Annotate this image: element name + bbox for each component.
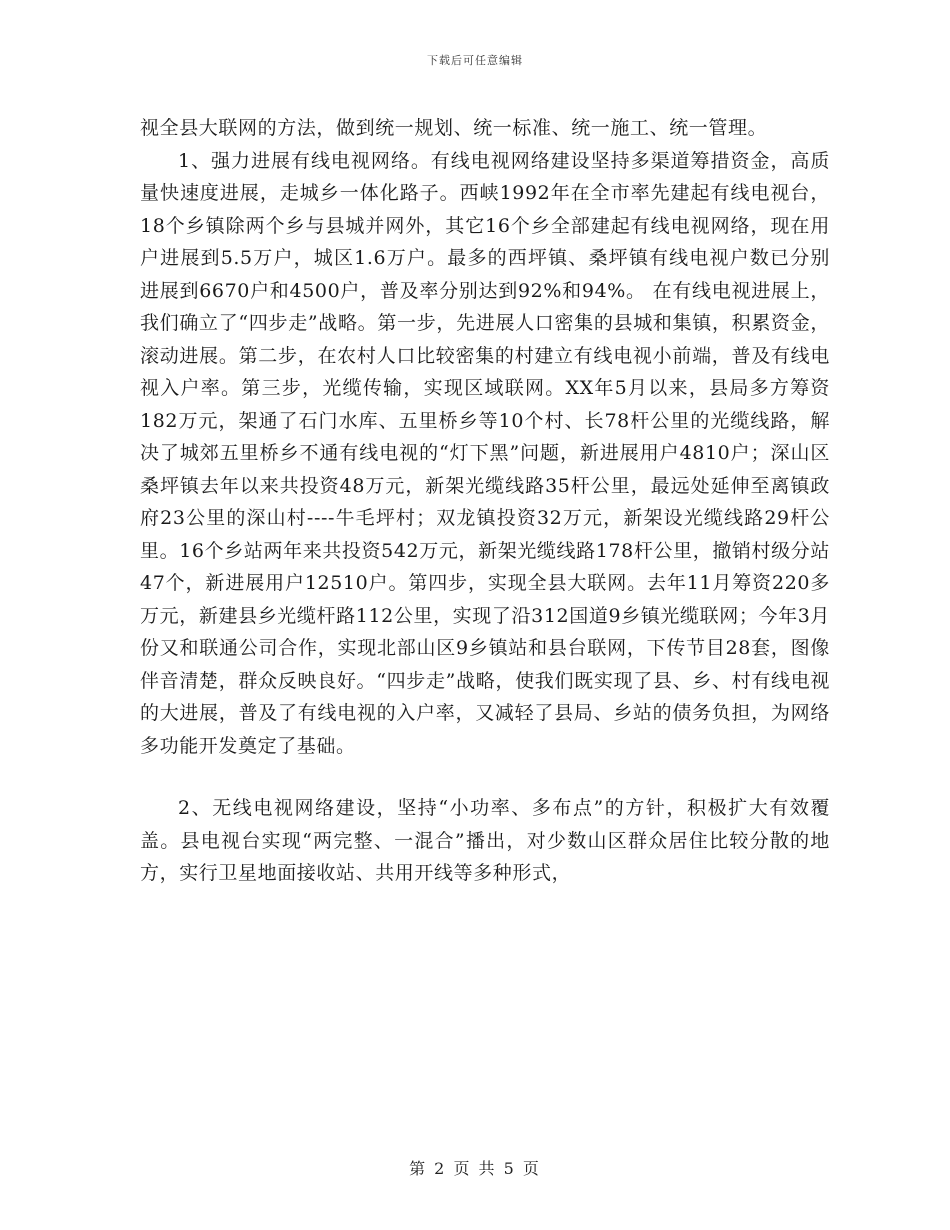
page-header: 下载后可任意编辑 — [427, 54, 523, 67]
document-body — [140, 112, 830, 890]
paragraph-continuation: 视全县大联网的方法，做到统一规划、统一标准、统一施工、统一管理。 — [140, 117, 768, 139]
paragraph-wireless-tv-network: 2、无线电视网络建设，坚持“小功率、多布点”的方针，积极扩大有效覆盖。县电视台实现“两完整、一混合”播出，对少数山区群众居住比较分散的地方，实行卫星地面接收站、共用开线等多种形式， — [140, 797, 830, 884]
page-number: 第 2 页 共 5 页 — [409, 1159, 541, 1178]
paragraph-cable-tv-network: 1、强力进展有线电视网络。有线电视网络建设坚持多渠道筹措资金，高质量快速度进展，走城乡一体化路子。西峡1992年在全市率先建起有线电视台，18个乡镇除两个乡与县城并网外，其它16个乡全部建起有线电视网络，现在用户进展到5.5万户，城区1.6万户。最多的西坪镇、桑坪镇有线电视户数已分别进展到6670户和4500户，普及率分别达到92%和94%。 在有线电视进展上，我们确立了“四步走”战略。第一步，先进展人口密集的县城和集镇，积累资金，滚动进展。第二步，在农村人口比较密集的村建立有线电视小前端，普及有线电视入户率。第三步，光缆传输，实现区域联网。XX年5月以来，县局多方筹资182万元，架通了石门水库、五里桥乡等10个村、长78杆公里的光缆线路，解决了城郊五里桥乡不通有线电视的“灯下黑”问题，新进展用户4810户；深山区桑坪镇去年以来共投资48万元，新架光缆线路35杆公里，最远处延伸至离镇政府23公里的深山村----牛毛坪村；双龙镇投资32万元，新架设光缆线路29杆公里。16个乡站两年来共投资542万元，新架光缆线路178杆公里，撤销村级分站47个，新进展用户12510户。第四步，实现全县大联网。去年11月筹资220多万元，新建县乡光缆杆路112公里，实现了沿312国道9乡镇光缆联网；今年3月份又和联通公司合作，实现北部山区9乡镇站和县台联网，下传节目28套，图像伴音清楚，群众反映良好。“四步走”战略，使我们既实现了县、乡、村有线电视的大进展，普及了有线电视的入户率，又减轻了县局、乡站的债务负担，为网络多功能开发奠定了基础。 — [140, 149, 830, 757]
